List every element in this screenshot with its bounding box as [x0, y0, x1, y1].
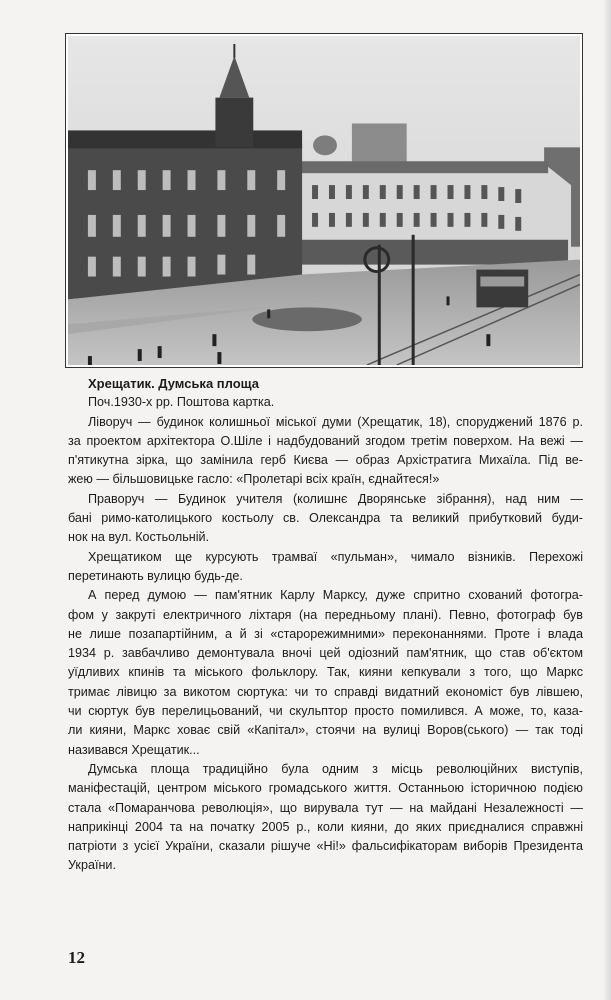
text-line: маніфестацій, центром міського громадського життя. Останньою історичною подією	[68, 781, 583, 796]
article-body	[68, 413, 583, 876]
text-line: Ліворуч — будинок колишньої міської думи (Хрещатик, 18), споруджений 1876 р.	[88, 414, 583, 429]
text-line: нок на вул. Костьольній.	[68, 530, 210, 545]
text-line: ли кияни, Маркс ховає свій «Капітал», стоячи на вулиці Воров(ського) — так тоді	[68, 723, 583, 738]
historic-photo	[65, 33, 583, 368]
text-line: називався Хрещатик...	[68, 742, 200, 757]
text-line: не лише позапартійним, а й зі «старорежимними» переконаннями. Проте і влада	[68, 626, 583, 641]
text-line: патріоти з усієї України, сказали рішуче «Ні!» фальсифікаторам виборів Президента	[68, 839, 583, 854]
text-line: Хрещатиком ще курсують трамваї «пульман», чимало візників. Перехожі	[88, 549, 583, 564]
article	[68, 374, 583, 876]
text-line: наприкінці 2004 та на початку 2005 р., коли кияни, до яких приєдналися справжні	[68, 819, 583, 834]
paragraph	[68, 760, 583, 876]
photo-khreshchatyk-duma-square	[68, 36, 580, 365]
paragraph	[68, 548, 583, 587]
text-line: А перед думою — пам'ятник Карлу Марксу, дуже спритно схований фотогра-	[88, 588, 583, 603]
page-edge	[603, 0, 611, 1000]
text-line: Праворуч — Будинок учителя (колишнє Дворянське зібрання), над ним —	[88, 491, 583, 506]
text-line: п'ятикутна зірка, що замінила герб Києва — образ Архістратига Михаїла. Під ве-	[68, 453, 583, 468]
text-line: жею — більшовицьке гасло: «Пролетарі всіх країн, єднайтеся!»	[68, 472, 440, 487]
article-title: Хрещатик. Думська площа	[88, 376, 260, 391]
text-line: тримає лівицю за викотом сюртука: чи то справді видатний економіст був лівшею,	[68, 684, 583, 699]
text-line: уїдливих кпинів та міського фольклору. Так, кияни кепкували з того, що Маркс	[68, 665, 583, 680]
text-line: бані римо-католицького костьолу св. Олександра та великий прибутковий буди-	[68, 511, 583, 526]
paragraph	[68, 413, 583, 490]
text-line: стала «Помаранчова революція», що вирувала тут — на майдані Незалежності —	[68, 800, 583, 815]
text-line: перетинають вулицю будь-де.	[68, 568, 243, 583]
text-line: за проектом архітектора О.Шіле і надбудований згодом третім поверхом. На вежі —	[68, 433, 583, 448]
page-number: 12	[68, 948, 85, 967]
text-line: чи сюртук був перелицьований, чи скульптор просто помилився. А може, то, каза-	[68, 704, 583, 719]
text-line: Думська площа традиційно була одним з місць революційних виступів,	[88, 761, 583, 776]
text-line: фом у закруті електричного ліхтаря (на передньому плані). Певно, фотограф був	[68, 607, 583, 622]
text-line: України.	[68, 858, 116, 873]
text-line: 1934 р. завбачливо демонтувала вночі цей одіозний пам'ятник, що став об'єктом	[68, 646, 583, 661]
photo-caption: Поч.1930-х рр. Поштова картка.	[88, 395, 275, 410]
paragraph	[68, 490, 583, 548]
paragraph	[68, 586, 583, 760]
